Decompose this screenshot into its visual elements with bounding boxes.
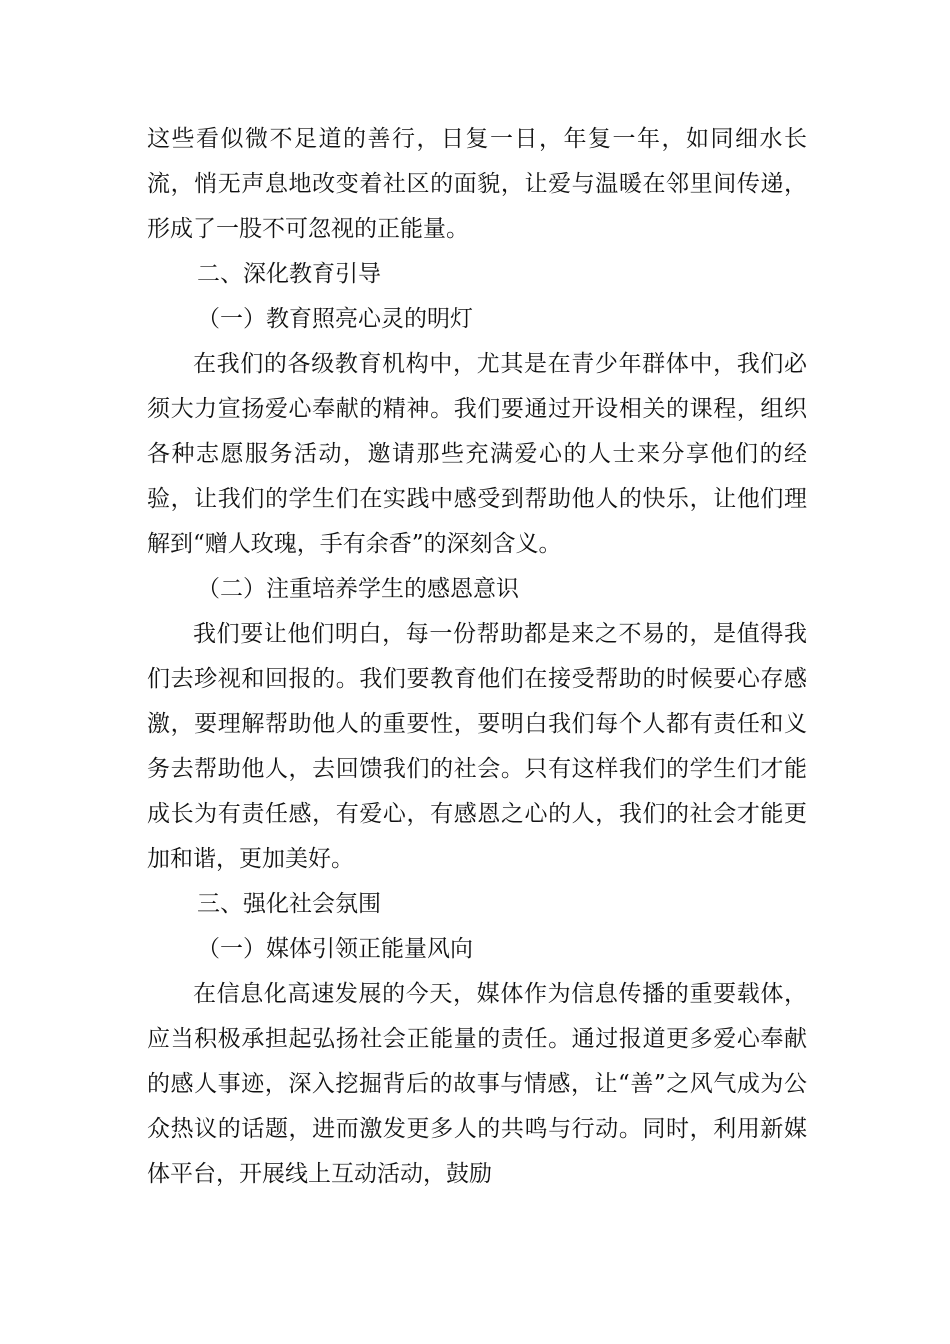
body-paragraph-continued: 这些看似微不足道的善行，日复一日，年复一年，如同细水长流，悄无声息地改变着社区的面貌，让爱与温暖在邻里间传递，形成了一股不可忽视的正能量。 — [147, 126, 807, 242]
section-heading-3: 三、强化社会氛围 — [197, 891, 381, 917]
body-paragraph-2-2: 我们要让他们明白，每一份帮助都是来之不易的，是值得我们去珍视和回报的。我们要教育他们在接受帮助的时候要心存感激，要理解帮助他人的重要性，要明白我们每个人都有责任和义务去帮助他人，去回馈我们的社会。只有这样我们的学生们才能成长为有责任感，有爱心，有感恩之心的人，我们的社会才能更加和谐，更加美好。 — [147, 621, 807, 872]
section-heading-2: 二、深化教育引导 — [197, 261, 381, 287]
subsection-heading-2-1: （一）教育照亮心灵的明灯 — [197, 306, 473, 332]
document-body — [147, 117, 807, 1197]
subsection-heading-2-2: （二）注重培养学生的感恩意识 — [197, 576, 519, 602]
body-paragraph-3-1: 在信息化高速发展的今天，媒体作为信息传播的重要载体，应当积极承担起弘扬社会正能量的责任。通过报道更多爱心奉献的感人事迹，深入挖掘背后的故事与情感，让“善”之风气成为公众热议的话题，进而激发更多人的共鸣与行动。同时，利用新媒体平台，开展线上互动活动，鼓励 — [147, 981, 807, 1187]
body-paragraph-2-1: 在我们的各级教育机构中，尤其是在青少年群体中，我们必须大力宣扬爱心奉献的精神。我们要通过开设相关的课程，组织各种志愿服务活动，邀请那些充满爱心的人士来分享他们的经验，让我们的学生们在实践中感受到帮助他人的快乐，让他们理解到“赠人玫瑰，手有余香”的深刻含义。 — [147, 351, 807, 557]
subsection-heading-3-1: （一）媒体引领正能量风向 — [197, 936, 473, 962]
